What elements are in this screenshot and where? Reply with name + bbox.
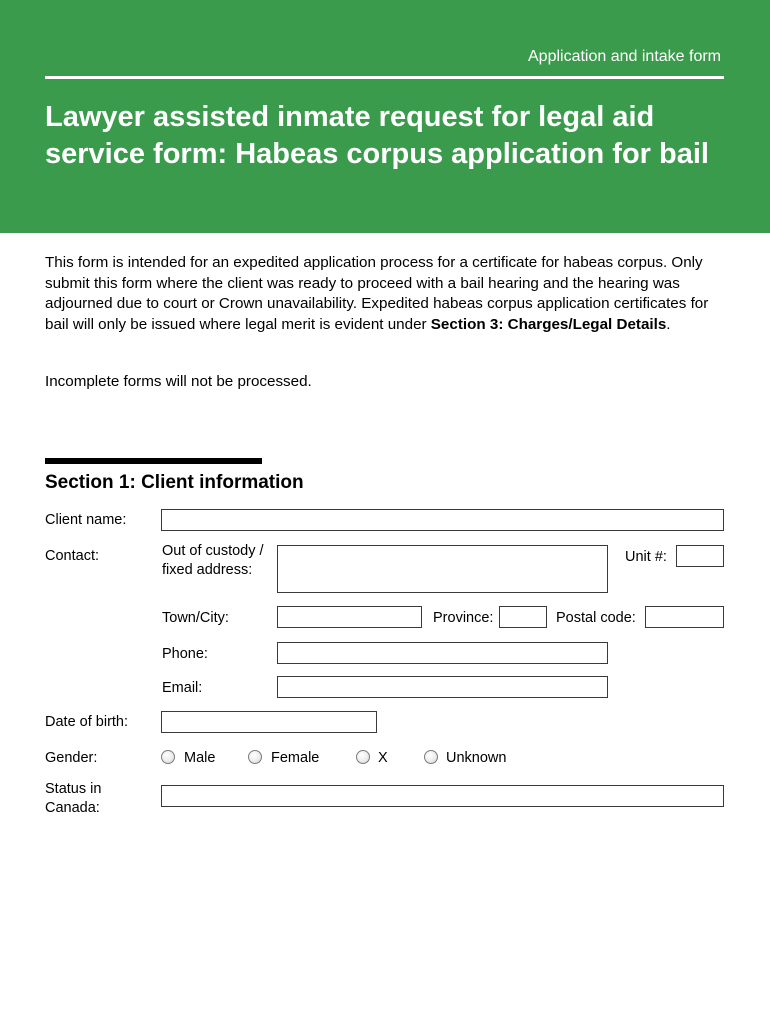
gender-male-radio[interactable]: [161, 750, 175, 764]
client-name-field[interactable]: [161, 509, 724, 531]
gender-unknown-label: Unknown: [446, 750, 507, 766]
province-label: Province:: [433, 610, 494, 626]
section-divider: [45, 458, 262, 464]
address-label: Out of custody / fixed address:: [162, 543, 264, 578]
gender-male-label: Male: [184, 750, 216, 766]
intro-paragraph: [45, 253, 725, 335]
page-title: Lawyer assisted inmate request for legal aid service form: Habeas corpus application for bail: [45, 101, 709, 170]
town-field[interactable]: [277, 606, 422, 628]
email-label: Email:: [162, 680, 203, 696]
postal-code-field[interactable]: [645, 606, 724, 628]
section-1-title: Section 1: Client information: [45, 472, 304, 493]
address-field[interactable]: [277, 545, 608, 593]
town-label: Town/City:: [162, 610, 229, 626]
intro-text: This form is intended for an expedited application process for a certificate for habeas corpus. Only submit this form where the client was ready to proceed with a bail hearing and the hearing was adjourned due to court or Crown unavailability. Expedited habeas corpus application certificates for bail will only be issued where legal merit is evident under: [45, 254, 709, 333]
unit-field[interactable]: [676, 545, 724, 567]
gender-x-radio[interactable]: [356, 750, 370, 764]
intro-period: .: [666, 315, 671, 333]
gender-x-label: X: [378, 750, 388, 766]
dob-field[interactable]: [161, 711, 377, 733]
form-type-label: Application and intake form: [528, 48, 721, 65]
gender-female-label: Female: [271, 750, 320, 766]
email-field[interactable]: [277, 676, 608, 698]
client-name-label: Client name:: [45, 512, 127, 528]
phone-field[interactable]: [277, 642, 608, 664]
contact-label: Contact:: [45, 548, 99, 564]
gender-unknown-radio[interactable]: [424, 750, 438, 764]
gender-female-radio[interactable]: [248, 750, 262, 764]
gender-label: Gender:: [45, 750, 98, 766]
header-band: [0, 0, 770, 233]
incomplete-notice: Incomplete forms will not be processed.: [45, 373, 312, 390]
phone-label: Phone:: [162, 646, 208, 662]
status-label: Status in Canada:: [45, 781, 102, 816]
province-field[interactable]: [499, 606, 547, 628]
intro-bold-reference: Section 3: Charges/Legal Details: [430, 315, 667, 333]
postal-code-label: Postal code:: [556, 610, 636, 626]
header-divider: [45, 76, 724, 79]
status-field[interactable]: [161, 785, 724, 807]
dob-label: Date of birth:: [45, 714, 129, 730]
unit-label: Unit #:: [625, 549, 667, 565]
